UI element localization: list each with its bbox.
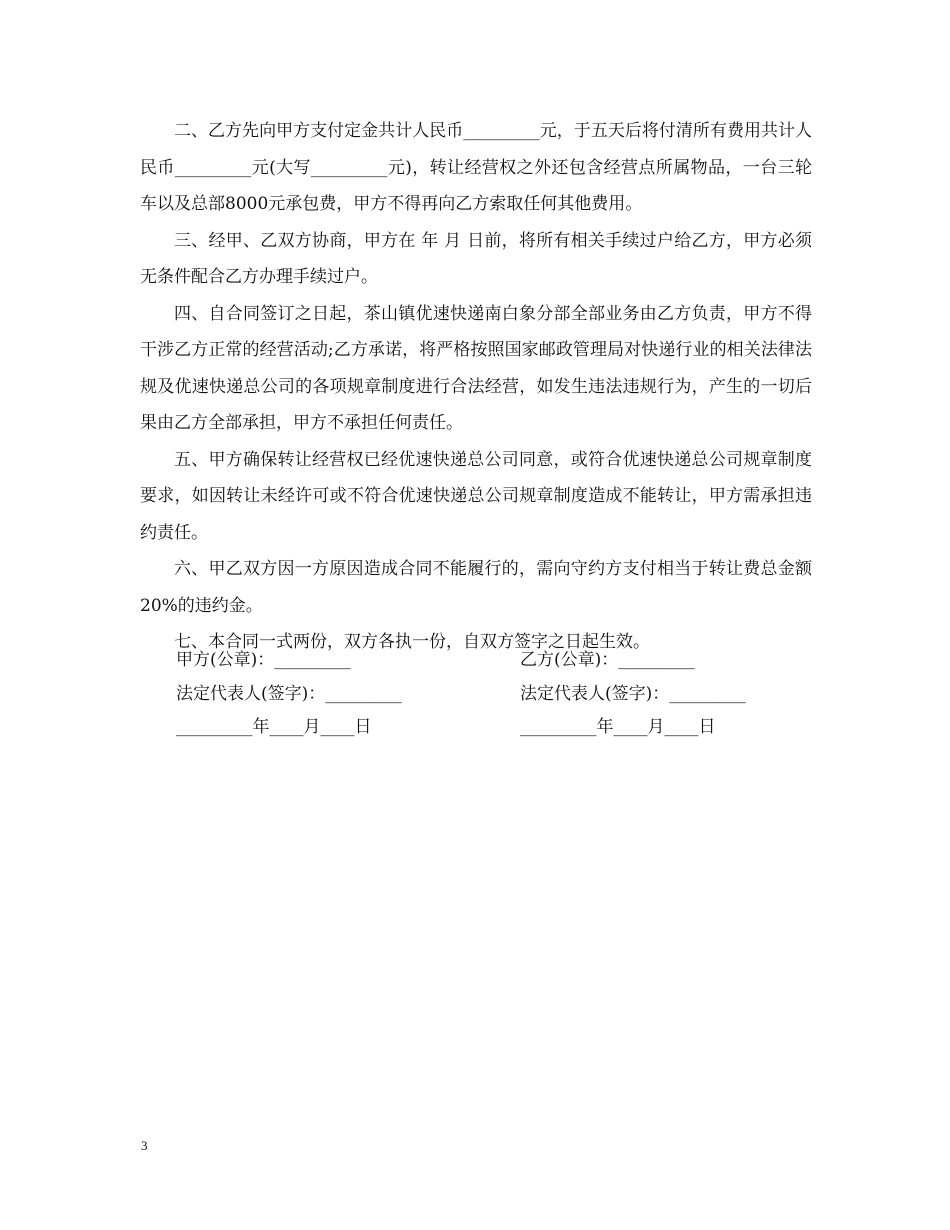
clause-6: 六、甲乙双方因一方原因造成合同不能履行的，需向守约方支付相当于转让费总金额20%的违约金。 [140, 559, 812, 616]
page-number: 3 [141, 1138, 148, 1153]
clause-5: 五、甲方确保转让经营权已经优速快递总公司同意，或符合优速快递总公司规章制度要求，如因转让未经许可或不符合优速快递总公司规章制度造成不能转让，甲方需承担违约责任。 [140, 449, 812, 543]
contract-body [140, 113, 812, 661]
clause-3: 三、经甲、乙双方协商，甲方在 年 月 日前，将所有相关手续过户给乙方，甲方必须无条件配合乙方办理手续过户。 [140, 230, 812, 287]
party-a-seal: 甲方(公章)：_________ [176, 650, 351, 670]
party-b-representative: 法定代表人(签字)：_________ [520, 684, 746, 704]
party-a-representative: 法定代表人(签字)：_________ [176, 684, 402, 704]
party-b-date: _________年____月____日 [520, 717, 716, 737]
party-a-date: _________年____月____日 [176, 717, 372, 737]
party-b-seal: 乙方(公章)：_________ [520, 650, 695, 670]
clause-2: 二、乙方先向甲方支付定金共计人民币_________元，于五天后将付清所有费用共计人民币_________元(大写_________元)，转让经营权之外还包含经营点所属物品，一台三轮车以及总部8000元承包费，甲方不得再向乙方索取任何其他费用。 [140, 121, 812, 214]
clause-7: 七、本合同一式两份，双方各执一份，自双方签字之日起生效。 [174, 632, 650, 652]
clause-4: 四、自合同签订之日起，茶山镇优速快递南白象分部全部业务由乙方负责，甲方不得干涉乙方正常的经营活动;乙方承诺，将严格按照国家邮政管理局对快递行业的相关法律法规及优速快递总公司的各项规章制度进行合法经营，如发生违法违规行为，产生的一切后果由乙方全部承担，甲方不承担任何责任。 [140, 303, 812, 433]
